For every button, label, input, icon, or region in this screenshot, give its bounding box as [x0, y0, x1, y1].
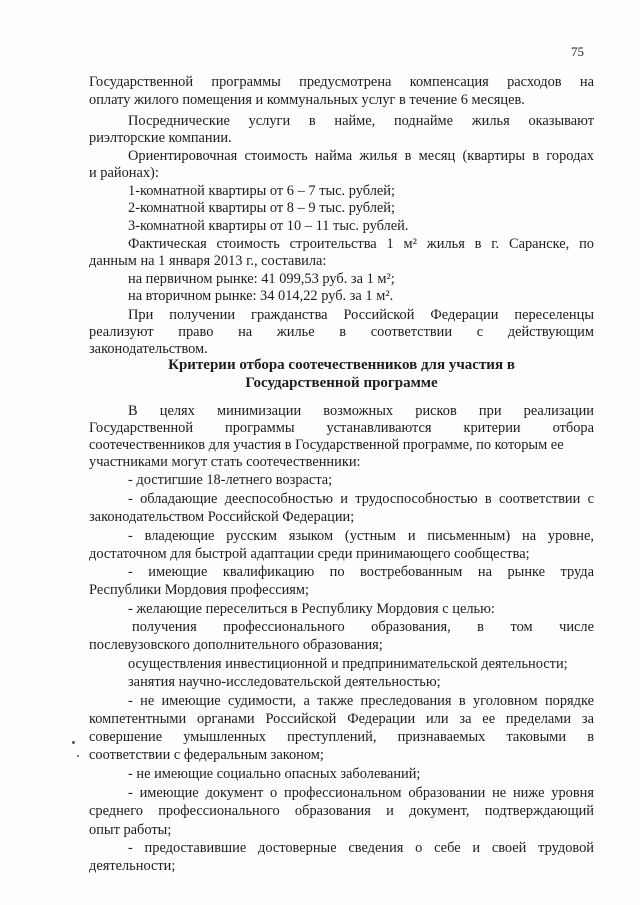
text-line: Республики Мордовия профессиям;: [89, 582, 310, 598]
text-line: Посреднические услуги в найме, поднайме жилья оказывают: [128, 113, 594, 129]
text-line: достаточном для быстрой адаптации среди принимающего сообщества;: [89, 546, 530, 562]
text-line: опыт работы;: [89, 822, 172, 838]
text-line: соответствии с федеральным законом;: [89, 747, 324, 763]
list-item: - владеющие русским языком (устным и письменным) на уровне,: [128, 528, 594, 544]
text-line: данным на 1 января 2013 г., составила:: [89, 253, 327, 269]
text-line: среднего профессионального образования и документ, подтверждающий: [89, 803, 594, 819]
list-item: - желающие переселиться в Республику Мордовия с целью:: [128, 601, 495, 617]
text-line: на вторичном рынке: 34 014,22 руб. за 1 м².: [128, 288, 394, 304]
list-item: - не имеющие социально опасных заболеваний;: [128, 766, 421, 782]
list-item: - достигшие 18-летнего возраста;: [128, 472, 333, 488]
list-item: осуществления инвестиционной и предпринимательской деятельности;: [128, 656, 568, 672]
text-line: законодательством Российской Федерации;: [89, 509, 355, 525]
text-line: Ориентировочная стоимость найма жилья в месяц (квартиры в городах: [128, 148, 594, 164]
text-line: совершение умышленных преступлений, признаваемых таковыми в: [89, 729, 594, 745]
text-line: оплату жилого помещения и коммунальных услуг в течение 6 месяцев.: [89, 92, 525, 108]
list-item: - не имеющие судимости, а также преследования в уголовном порядке: [128, 693, 594, 709]
text-line: и районах):: [89, 165, 159, 181]
text-line: 2-комнатной квартиры от 8 – 9 тыс. рублей;: [128, 200, 395, 216]
text-line: соотечественников для участия в Государственной программе, по которым ее: [89, 437, 564, 453]
list-item: занятия научно-исследовательской деятельностью;: [128, 674, 441, 690]
text-line: При получении гражданства Российской Федерации переселенцы: [128, 307, 594, 323]
text-line: Государственной программы устанавливаются критерии отбора: [89, 420, 594, 436]
text-line: Фактическая стоимость строительства 1 м² жилья в г. Саранске, по: [128, 236, 594, 252]
text-line: деятельности;: [89, 858, 176, 874]
text-line: 1-комнатной квартиры от 6 – 7 тыс. рублей;: [128, 183, 395, 199]
section-heading: Государственной программе: [245, 375, 438, 391]
text-line: послевузовского дополнительного образования;: [89, 637, 383, 653]
text-line: законодательством.: [89, 341, 208, 357]
text-line: участниками могут стать соотечественники:: [89, 454, 361, 470]
page-number: 75: [571, 44, 584, 59]
list-item: - предоставившие достоверные сведения о себе и своей трудовой: [128, 840, 594, 856]
text-line: компетентными органами Российской Федерации или за ее пределами за: [89, 711, 594, 727]
text-line: на первичном рынке: 41 099,53 руб. за 1 м²;: [128, 271, 395, 287]
list-item: - обладающие дееспособностью и трудоспособностью в соответствии с: [128, 491, 594, 507]
text-line: В целях минимизации возможных рисков при реализации: [128, 403, 594, 419]
scan-speck: [77, 755, 79, 757]
section-heading: Критерии отбора соотечественников для участия в: [168, 357, 515, 373]
list-item: - имеющие квалификацию по востребованным на рынке труда: [128, 564, 594, 580]
list-item: получения профессионального образования, в том числе: [132, 619, 594, 635]
list-item: - имеющие документ о профессиональном образовании не ниже уровня: [128, 785, 594, 801]
text-line: 3-комнатной квартиры от 10 – 11 тыс. рублей.: [128, 218, 409, 234]
text-line: Государственной программы предусмотрена компенсация расходов на: [89, 74, 594, 90]
text-line: риэлторские компании.: [89, 130, 232, 146]
scan-speck: [72, 741, 75, 744]
text-line: реализуют право на жилье в соответствии с действующим: [89, 324, 594, 340]
